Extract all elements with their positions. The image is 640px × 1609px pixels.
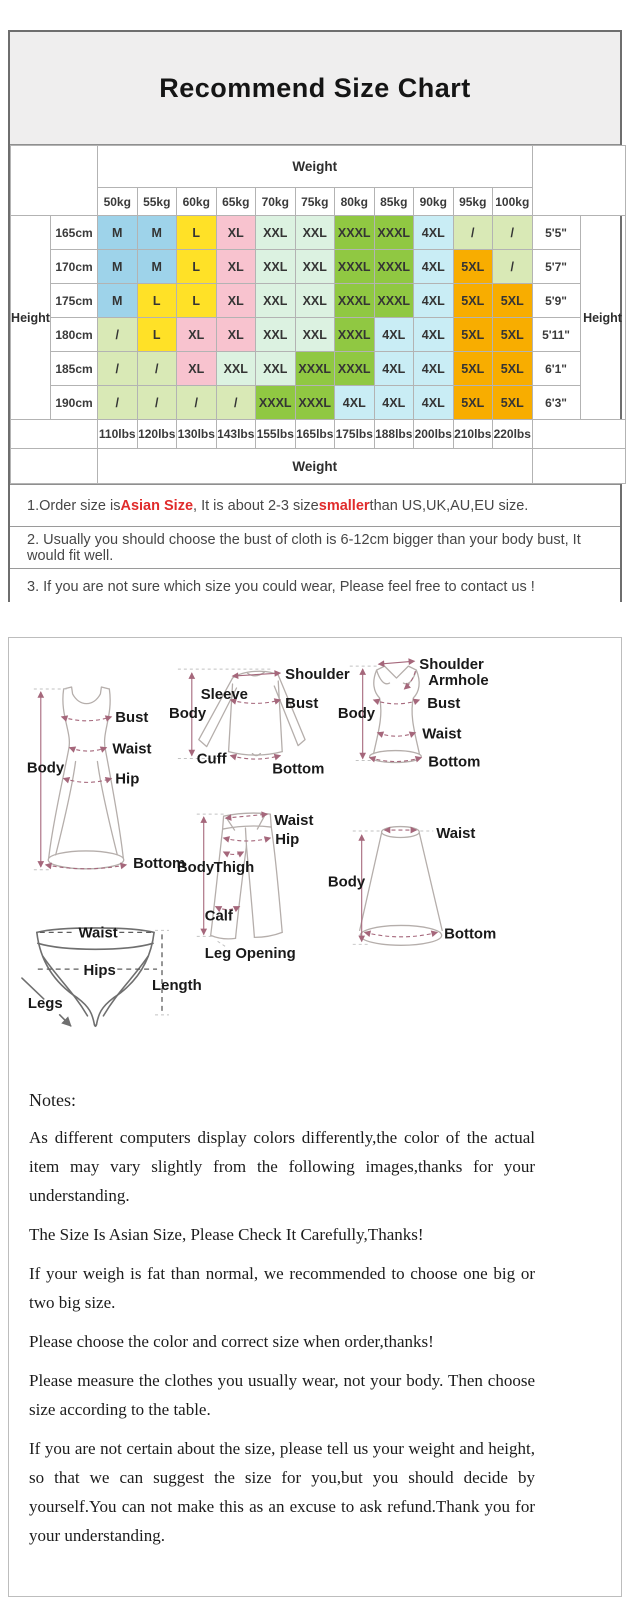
shirt-sleeve-label: Sleeve bbox=[200, 686, 248, 703]
size-cell: 4XL bbox=[414, 386, 454, 420]
vest-shoulder-label: Shoulder bbox=[419, 657, 484, 674]
size-cell: XXL bbox=[256, 352, 296, 386]
weight-kg-header: 70kg bbox=[256, 188, 296, 216]
size-cell: / bbox=[137, 352, 177, 386]
size-cell: XL bbox=[216, 318, 256, 352]
height-cm-cell: 170cm bbox=[51, 250, 98, 284]
size-cell: M bbox=[98, 216, 138, 250]
notes-paragraph: Please measure the clothes you usually wear, not your body. Then choose size according to the table. bbox=[29, 1371, 535, 1419]
size-chart-section bbox=[8, 30, 622, 602]
notes-paragraph: Please choose the color and correct size when order,thanks! bbox=[29, 1332, 434, 1351]
size-cell: L bbox=[177, 250, 217, 284]
size-cell: 4XL bbox=[374, 318, 414, 352]
vest-armhole-label: Armhole bbox=[428, 673, 489, 690]
empty-cell bbox=[11, 420, 98, 449]
dress-outline bbox=[64, 687, 110, 704]
weight-lbs-header: 155lbs bbox=[256, 420, 296, 449]
size-cell: XL bbox=[216, 284, 256, 318]
vest-bottom-label: Bottom bbox=[428, 754, 481, 771]
table-corner-cell bbox=[532, 146, 625, 216]
height-ft-cell: 5'9" bbox=[532, 284, 580, 318]
weight-kg-header: 65kg bbox=[216, 188, 256, 216]
briefs-waist-label: Waist bbox=[78, 925, 118, 942]
empty-cell bbox=[532, 449, 625, 484]
size-cell: L bbox=[137, 318, 177, 352]
weight-lbs-header: 188lbs bbox=[374, 420, 414, 449]
size-cell: / bbox=[216, 386, 256, 420]
order-note-3: 3. If you are not sure which size you could wear, Please feel free to contact us ! bbox=[10, 568, 620, 605]
briefs-diagram bbox=[22, 925, 202, 1026]
shirt-cuff-label: Cuff bbox=[196, 751, 227, 768]
vest-diagram bbox=[338, 657, 489, 770]
pants-diagram bbox=[177, 813, 314, 962]
size-cell: 5XL bbox=[453, 250, 493, 284]
vest-body-label: Body bbox=[337, 705, 376, 722]
measurement-section bbox=[8, 637, 622, 1597]
height-ft-cell: 5'7" bbox=[532, 250, 580, 284]
pants-calf-label: Calf bbox=[204, 908, 233, 925]
height-header-left: Height bbox=[11, 216, 51, 420]
table-corner-cell bbox=[11, 146, 98, 216]
shirt-shoulder-label: Shoulder bbox=[285, 667, 350, 684]
notes-paragraph: As different computers display colors differently,the color of the actual item may vary slightly from the following images,thanks for your understanding. bbox=[29, 1128, 535, 1205]
height-header-right: Height bbox=[580, 216, 625, 420]
size-cell: XL bbox=[177, 318, 217, 352]
shirt-bottom-label: Bottom bbox=[272, 761, 325, 778]
weight-lbs-header: 220lbs bbox=[493, 420, 533, 449]
height-ft-cell: 6'1" bbox=[532, 352, 580, 386]
size-cell: / bbox=[493, 250, 533, 284]
weight-header-top: Weight bbox=[98, 146, 533, 188]
vest-bust-label: Bust bbox=[427, 695, 461, 712]
page-title: Recommend Size Chart bbox=[159, 72, 471, 103]
pants-thigh-label: Thigh bbox=[213, 859, 255, 876]
weight-kg-header: 80kg bbox=[335, 188, 375, 216]
size-cell: 4XL bbox=[414, 216, 454, 250]
measurement-diagrams bbox=[10, 640, 620, 1038]
size-cell: XXXL bbox=[335, 352, 375, 386]
pants-waist-label: Waist bbox=[274, 813, 314, 830]
size-cell: XXXL bbox=[374, 250, 414, 284]
briefs-legs-label: Legs bbox=[27, 995, 63, 1012]
size-cell: 4XL bbox=[374, 352, 414, 386]
size-cell: 5XL bbox=[453, 284, 493, 318]
size-cell: 4XL bbox=[414, 318, 454, 352]
height-cm-cell: 165cm bbox=[51, 216, 98, 250]
size-cell: 5XL bbox=[493, 352, 533, 386]
order-notes bbox=[10, 484, 620, 605]
size-cell: 4XL bbox=[414, 250, 454, 284]
pants-hip-label: Hip bbox=[275, 831, 300, 848]
size-cell: M bbox=[98, 284, 138, 318]
shirt-body-label: Body bbox=[168, 705, 207, 722]
notes-paragraph: If your weigh is fat than normal, we recommended to choose one big or two big size. bbox=[29, 1264, 535, 1312]
dress-bust-label: Bust bbox=[115, 709, 149, 726]
size-cell: 4XL bbox=[414, 352, 454, 386]
size-cell: 5XL bbox=[493, 284, 533, 318]
dress-bottom-label: Bottom bbox=[133, 855, 186, 872]
size-cell: XXXL bbox=[335, 284, 375, 318]
notes-heading: Notes: bbox=[29, 1090, 76, 1110]
skirt-bottom-label: Bottom bbox=[444, 926, 497, 943]
weight-kg-header: 60kg bbox=[177, 188, 217, 216]
weight-kg-header: 55kg bbox=[137, 188, 177, 216]
chart-title-bar bbox=[10, 32, 620, 145]
size-cell: XXXL bbox=[374, 284, 414, 318]
size-cell: 4XL bbox=[414, 284, 454, 318]
size-cell: XXXL bbox=[335, 216, 375, 250]
size-cell: / bbox=[98, 352, 138, 386]
height-ft-cell: 5'11" bbox=[532, 318, 580, 352]
empty-cell bbox=[11, 449, 98, 484]
size-cell: / bbox=[453, 216, 493, 250]
weight-lbs-header: 200lbs bbox=[414, 420, 454, 449]
size-cell: / bbox=[98, 386, 138, 420]
size-cell: XXL bbox=[256, 284, 296, 318]
shirt-diagram bbox=[169, 667, 350, 777]
size-cell: XXL bbox=[216, 352, 256, 386]
skirt-outline bbox=[382, 827, 420, 838]
skirt-body-label: Body bbox=[327, 874, 366, 891]
weight-kg-header: 95kg bbox=[453, 188, 493, 216]
size-cell: XXL bbox=[256, 318, 296, 352]
size-cell: XL bbox=[177, 352, 217, 386]
weight-kg-header: 50kg bbox=[98, 188, 138, 216]
size-cell: XXXL bbox=[295, 386, 335, 420]
size-cell: L bbox=[137, 284, 177, 318]
pants-leg-opening-label: Leg Opening bbox=[204, 946, 296, 963]
height-cm-cell: 185cm bbox=[51, 352, 98, 386]
notes-block bbox=[29, 1090, 535, 1550]
notes-paragraph: If you are not certain about the size, please tell us your weight and height, so that we can suggest the size for you,but you should decide by yourself.You can not make this as an excuse to ask refund.Thank you for your understanding. bbox=[29, 1439, 535, 1545]
notes-paragraphs bbox=[29, 1123, 535, 1550]
size-cell: XXL bbox=[295, 284, 335, 318]
weight-lbs-header: 175lbs bbox=[335, 420, 375, 449]
skirt-waist-label: Waist bbox=[436, 826, 476, 843]
size-cell: / bbox=[177, 386, 217, 420]
size-cell: M bbox=[137, 250, 177, 284]
weight-lbs-header: 120lbs bbox=[137, 420, 177, 449]
size-cell: XXL bbox=[295, 318, 335, 352]
vest-waist-label: Waist bbox=[422, 726, 462, 743]
size-cell: XXXL bbox=[295, 352, 335, 386]
size-cell: XXXL bbox=[335, 318, 375, 352]
size-cell: / bbox=[137, 386, 177, 420]
weight-kg-header: 90kg bbox=[414, 188, 454, 216]
size-table bbox=[10, 145, 626, 484]
dress-waist-label: Waist bbox=[112, 741, 152, 758]
size-cell: 5XL bbox=[453, 352, 493, 386]
size-cell: / bbox=[98, 318, 138, 352]
order-note-1: 1.Order size is Asian Size , It is about 2-3 size smaller than US,UK,AU,EU size. bbox=[10, 485, 620, 526]
size-cell: L bbox=[177, 216, 217, 250]
height-cm-cell: 190cm bbox=[51, 386, 98, 420]
order-note-2: 2. Usually you should choose the bust of cloth is 6-12cm bigger than your body bust, It would fit well. bbox=[10, 526, 620, 568]
dress-diagram bbox=[27, 687, 185, 872]
size-cell: XXXL bbox=[335, 250, 375, 284]
shirt-bust-label: Bust bbox=[285, 695, 319, 712]
notes-paragraph: The Size Is Asian Size, Please Check It Carefully,Thanks! bbox=[29, 1225, 424, 1244]
size-cell: XXXL bbox=[256, 386, 296, 420]
size-cell: / bbox=[493, 216, 533, 250]
size-cell: XXXL bbox=[374, 216, 414, 250]
height-cm-cell: 180cm bbox=[51, 318, 98, 352]
size-cell: 5XL bbox=[453, 318, 493, 352]
size-cell: L bbox=[177, 284, 217, 318]
size-cell: 5XL bbox=[493, 386, 533, 420]
height-ft-cell: 5'5" bbox=[532, 216, 580, 250]
weight-kg-header: 85kg bbox=[374, 188, 414, 216]
skirt-diagram bbox=[328, 826, 496, 945]
size-cell: 5XL bbox=[453, 386, 493, 420]
size-cell: XXL bbox=[295, 216, 335, 250]
size-cell: M bbox=[137, 216, 177, 250]
size-cell: XL bbox=[216, 250, 256, 284]
weight-kg-header: 100kg bbox=[493, 188, 533, 216]
size-cell: 5XL bbox=[493, 318, 533, 352]
pants-body-label: Body bbox=[176, 859, 215, 876]
weight-lbs-header: 110lbs bbox=[98, 420, 138, 449]
briefs-length-label: Length bbox=[152, 978, 202, 995]
pants-outline bbox=[223, 813, 272, 829]
height-cm-cell: 175cm bbox=[51, 284, 98, 318]
weight-lbs-header: 165lbs bbox=[295, 420, 335, 449]
size-cell: XXL bbox=[256, 250, 296, 284]
size-cell: 4XL bbox=[335, 386, 375, 420]
dress-body-label: Body bbox=[26, 760, 65, 777]
briefs-hips-label: Hips bbox=[83, 963, 116, 980]
vest-outline bbox=[377, 666, 417, 678]
weight-header-bottom: Weight bbox=[98, 449, 533, 484]
weight-lbs-header: 210lbs bbox=[453, 420, 493, 449]
size-cell: XXL bbox=[256, 216, 296, 250]
size-cell: XXL bbox=[295, 250, 335, 284]
size-cell: XL bbox=[216, 216, 256, 250]
weight-lbs-header: 143lbs bbox=[216, 420, 256, 449]
height-ft-cell: 6'3" bbox=[532, 386, 580, 420]
size-cell: 4XL bbox=[374, 386, 414, 420]
size-cell: M bbox=[98, 250, 138, 284]
empty-cell bbox=[532, 420, 625, 449]
weight-kg-header: 75kg bbox=[295, 188, 335, 216]
weight-lbs-header: 130lbs bbox=[177, 420, 217, 449]
dress-hip-label: Hip bbox=[115, 771, 140, 788]
